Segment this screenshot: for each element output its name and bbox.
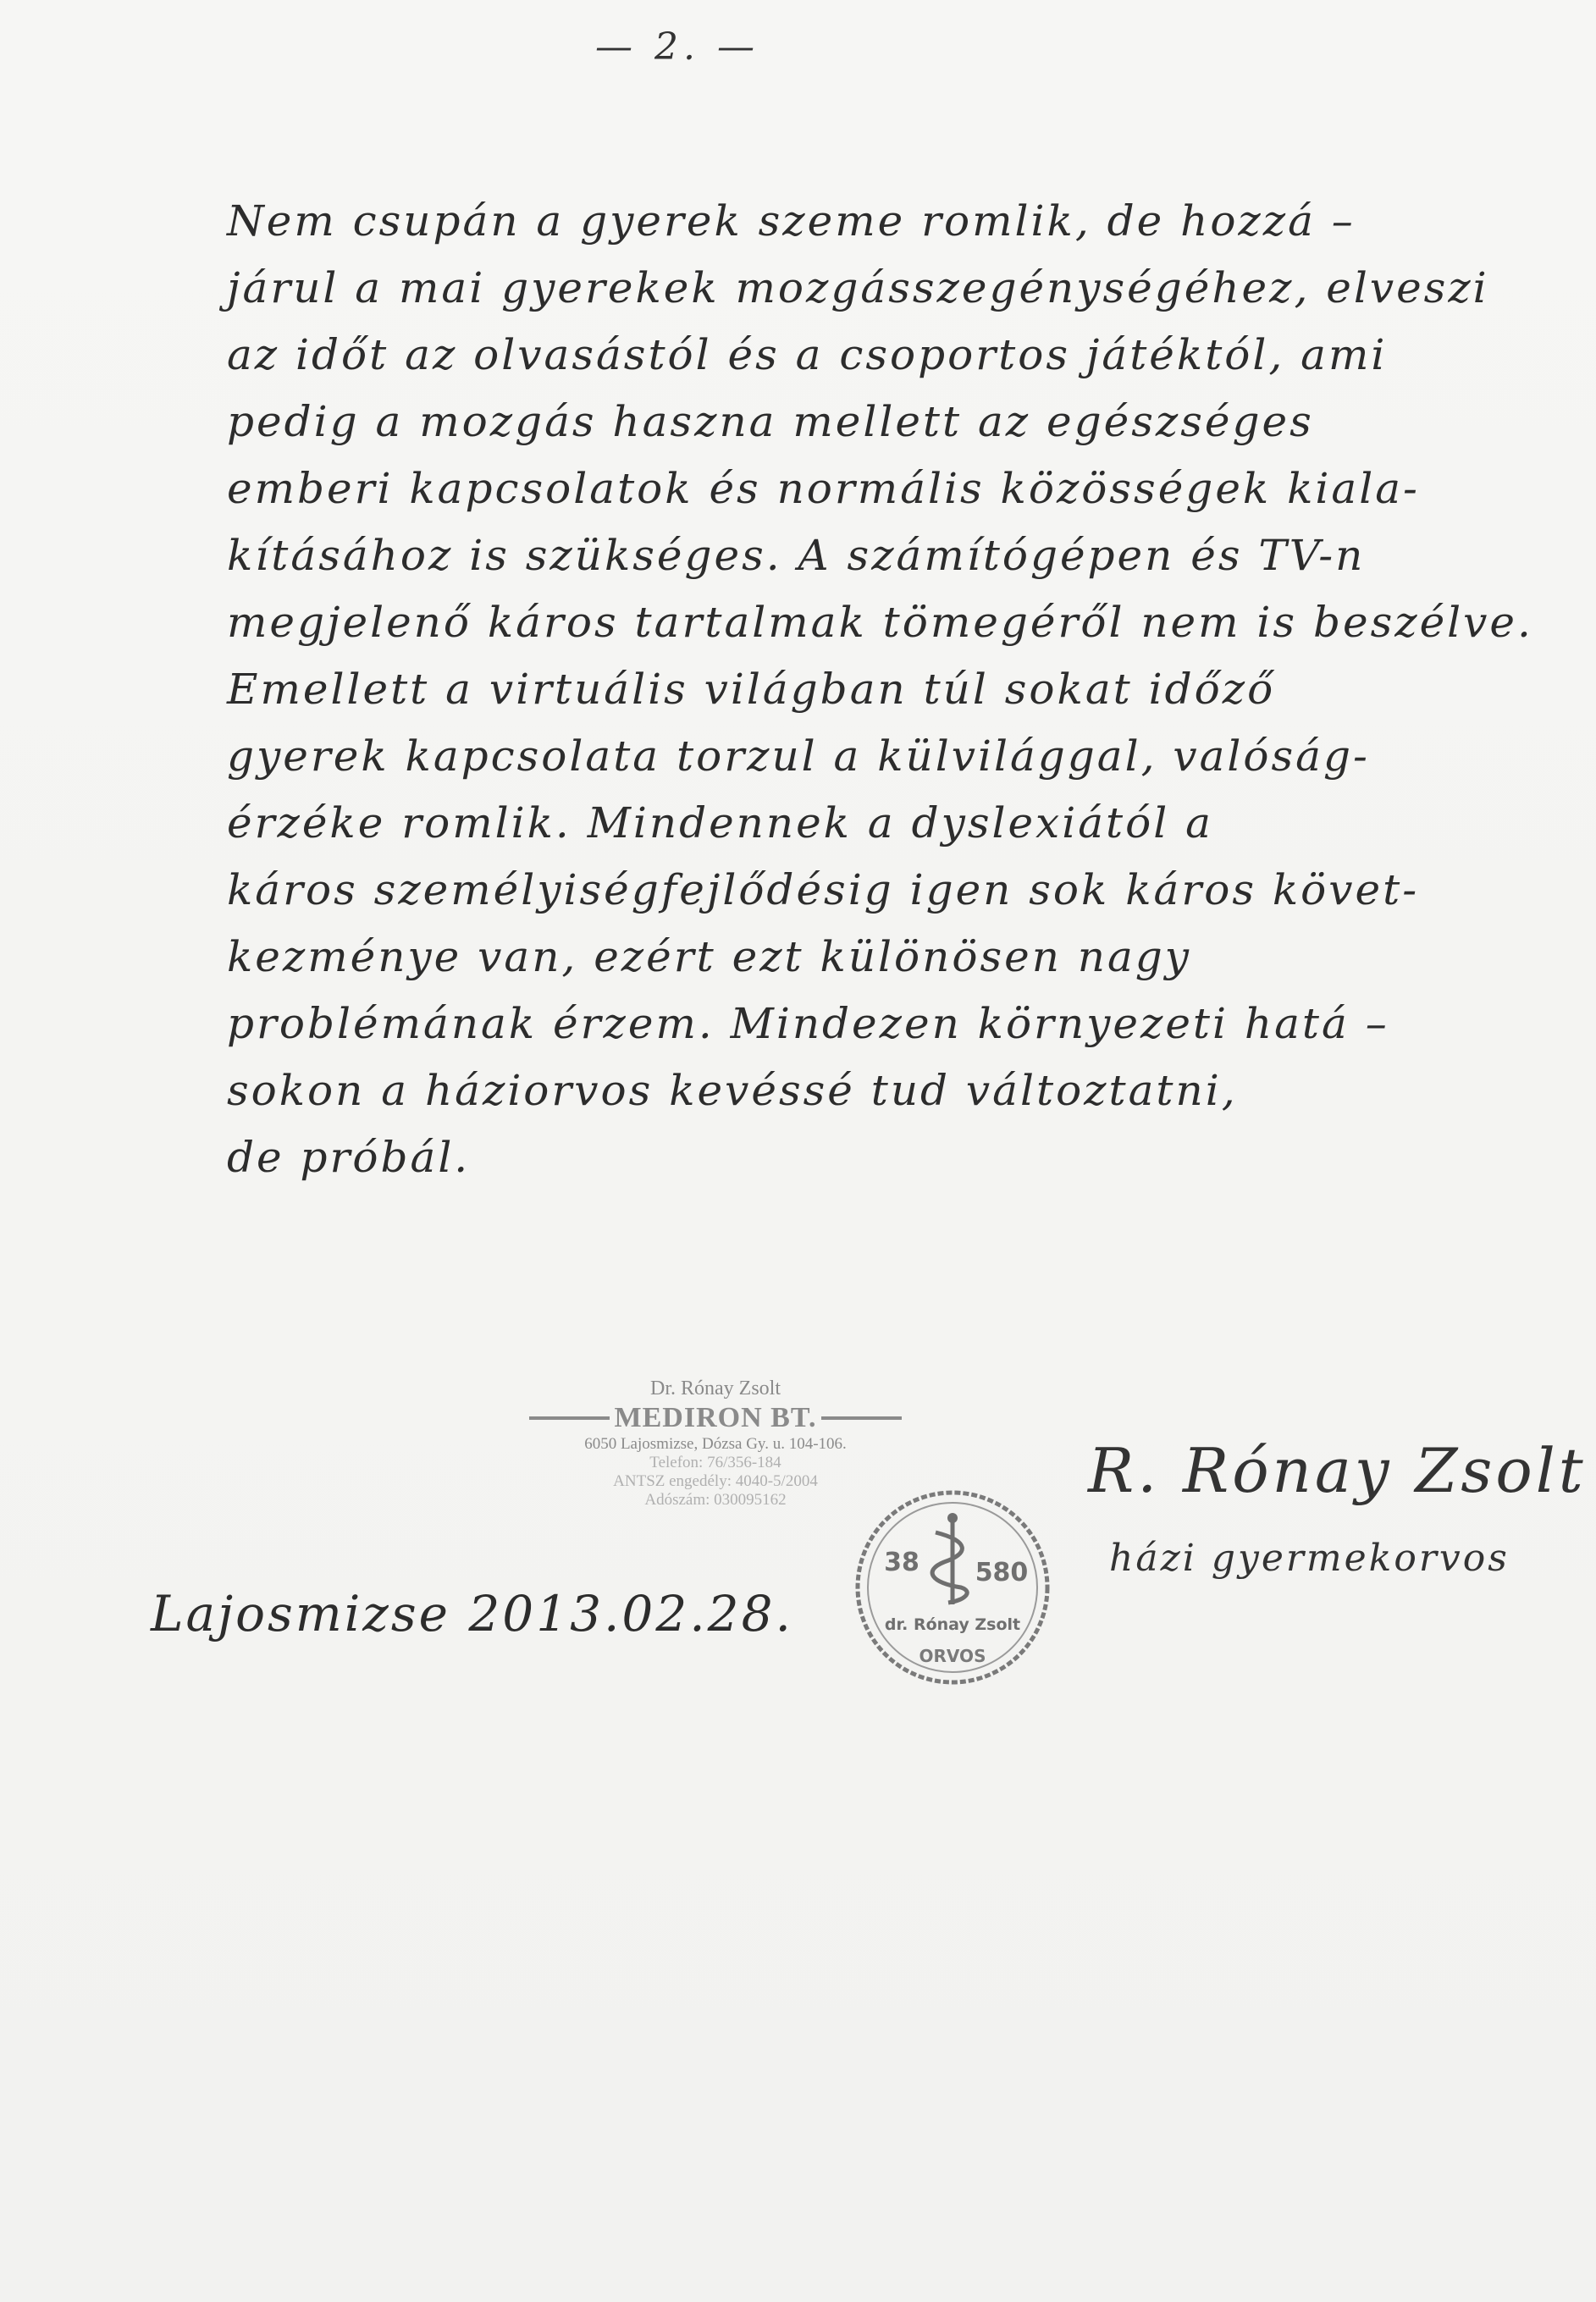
stamp-antsz: ANTSZ engedély: 4040-5/2004 (613, 1472, 818, 1490)
body-line: gyerek kapcsolata torzul a külvilággal, valóság- (227, 731, 1370, 781)
seal-number-left: 38 (884, 1548, 919, 1577)
body-line: járul a mai gyerekek mozgásszegénységéhez, elveszi (227, 263, 1489, 312)
body-line: káros személyiségfejlődésig igen sok káros követ- (227, 865, 1420, 914)
body-line: emberi kapcsolatok és normális közösségek kiala- (227, 464, 1420, 513)
signature: R. Rónay Zsolt (1088, 1435, 1587, 1506)
place-date: Lajosmizse 2013.02.28. (151, 1585, 793, 1642)
body-line: pedig a mozgás haszna mellett az egészséges (227, 397, 1314, 446)
practice-stamp (529, 1376, 902, 1510)
body-line: de próbál. (227, 1133, 471, 1182)
body-line: megjelenő káros tartalmak tömegéről nem is beszélve. (227, 598, 1533, 647)
stamp-doctor-name: Dr. Rónay Zsolt (650, 1377, 781, 1399)
body-line: kezménye van, ezért ezt különösen nagy (227, 932, 1192, 981)
page-number: — 2. — (595, 25, 759, 69)
body-line: problémának érzem. Mindezen környezeti hatá – (227, 999, 1389, 1048)
doctor-seal (851, 1486, 1054, 1689)
seal-name: dr. Rónay Zsolt (884, 1615, 1021, 1634)
handwritten-body (227, 188, 1533, 1191)
body-line: sokon a háziorvos kevéssé tud változtatni, (227, 1066, 1238, 1115)
seal-title: ORVOS (919, 1646, 986, 1666)
body-line: kításához is szükséges. A számítógépen és TV-n (227, 531, 1366, 580)
body-line: Emellett a virtuális világban túl sokat időző (227, 665, 1276, 714)
seal-number-right: 580 (975, 1558, 1029, 1587)
stamp-rule (821, 1416, 902, 1420)
stamp-company: MEDIRON BT. (614, 1402, 817, 1433)
signer-title: házi gyermekorvos (1109, 1537, 1510, 1580)
stamp-address: 6050 Lajosmizse, Dózsa Gy. u. 104-106. (584, 1435, 847, 1453)
stamp-tax-code: Adószám: 030095162 (644, 1491, 787, 1509)
stamp-company-row (529, 1401, 902, 1435)
caduceus-icon (932, 1513, 967, 1604)
body-line: érzéke romlik. Mindennek a dyslexiától a (227, 798, 1213, 847)
body-line: Nem csupán a gyerek szeme romlik, de hozzá – (227, 196, 1356, 246)
stamp-phone: Telefon: 76/356-184 (649, 1454, 781, 1471)
body-line: az időt az olvasástól és a csoportos játéktól, ami (227, 330, 1388, 379)
stamp-rule (529, 1416, 610, 1420)
